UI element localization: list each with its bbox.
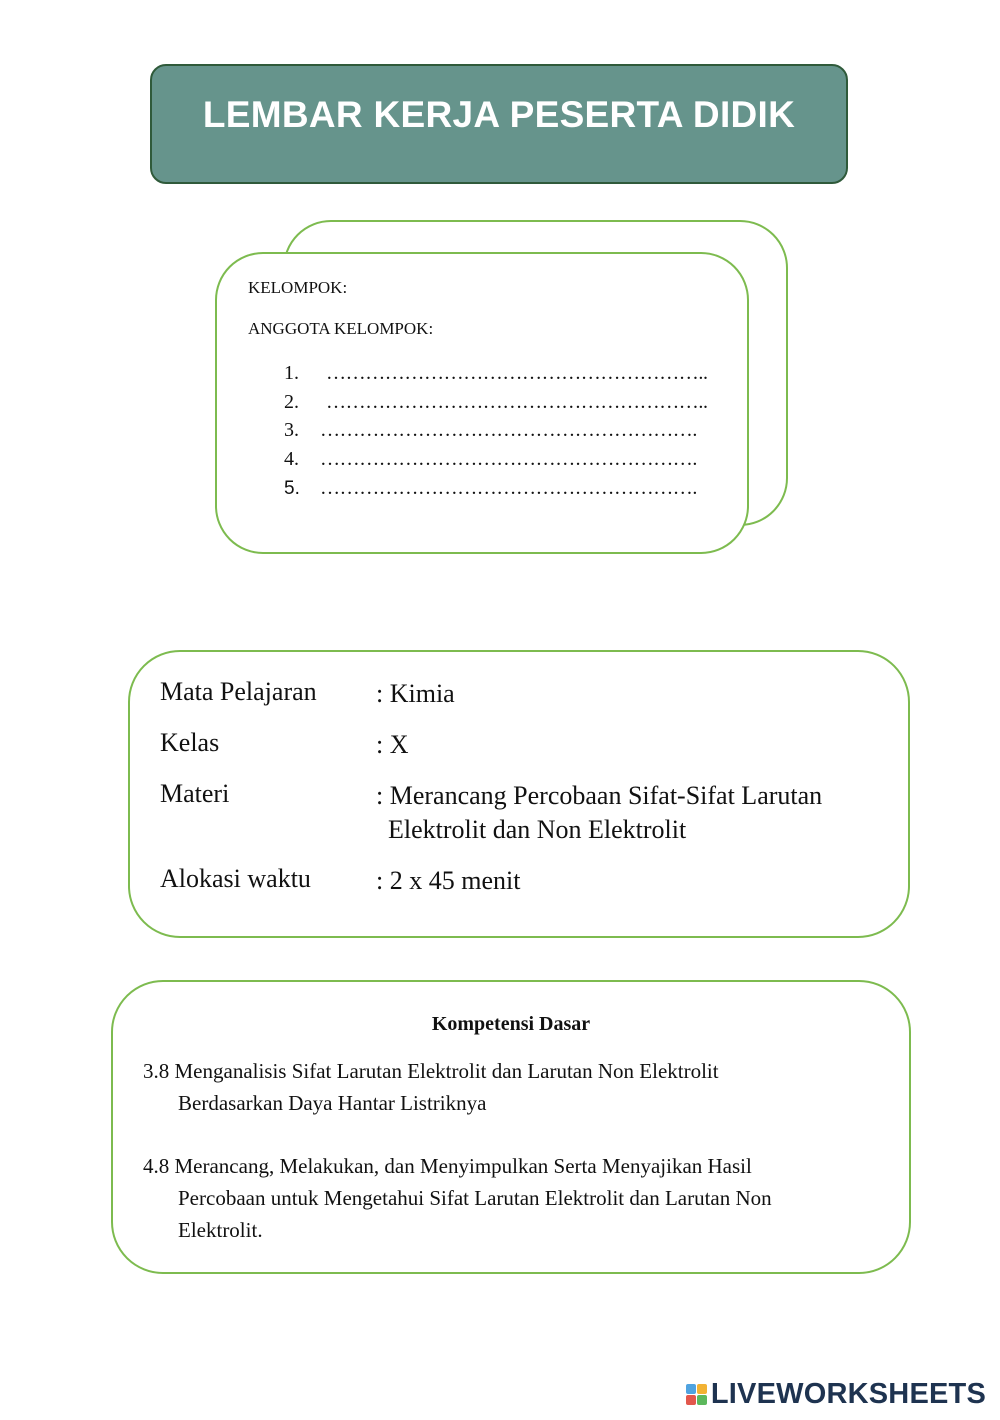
alokasi-label: Alokasi waktu xyxy=(160,864,311,893)
member-number: 1. xyxy=(284,362,299,384)
member-line-2[interactable] xyxy=(284,391,708,414)
anggota-label: ANGGOTA KELOMPOK: xyxy=(248,319,434,338)
kompetensi-card xyxy=(111,980,911,1274)
kd2-line1: 4.8 Merancang, Melakukan, dan Menyimpulkan Serta Menyajikan Hasil xyxy=(143,1154,752,1178)
member-number: 2. xyxy=(284,391,299,413)
member-line-5[interactable] xyxy=(284,477,697,500)
materi-value xyxy=(376,779,886,847)
group-card xyxy=(215,252,749,554)
member-blank[interactable]: …………………………………………………. xyxy=(320,477,698,499)
kelompok-label: KELOMPOK: xyxy=(248,278,348,297)
kelas-label: Kelas xyxy=(160,728,220,757)
materi-value-line1: : Merancang Percobaan Sifat-Sifat Larutan xyxy=(376,781,823,810)
kd2-line2: Percobaan untuk Mengetahui Sifat Larutan Elektrolit dan Larutan Non xyxy=(178,1186,772,1210)
member-blank[interactable]: ………………………………………………….. xyxy=(326,362,708,384)
kd2-line3: Elektrolit. xyxy=(178,1218,263,1242)
member-blank[interactable]: …………………………………………………. xyxy=(320,419,698,441)
member-number: 5. xyxy=(284,478,300,499)
member-blank[interactable]: ………………………………………………….. xyxy=(326,391,708,413)
mata-pelajaran-label: Mata Pelajaran xyxy=(160,677,317,706)
materi-value-line2: Elektrolit dan Non Elektrolit xyxy=(388,815,687,844)
mata-pelajaran-value: : Kimia xyxy=(376,679,455,708)
kd1-line1: 3.8 Menganalisis Sifat Larutan Elektrolit dan Larutan Non Elektrolit xyxy=(143,1059,719,1083)
member-number: 4. xyxy=(284,448,299,470)
member-line-1[interactable] xyxy=(284,362,708,385)
member-line-4[interactable] xyxy=(284,448,697,471)
kompetensi-title: Kompetensi Dasar xyxy=(431,1013,591,1035)
liveworksheets-logo-icon xyxy=(686,1384,707,1405)
kd1-line2: Berdasarkan Daya Hantar Listriknya xyxy=(178,1091,487,1115)
member-line-3[interactable] xyxy=(284,419,697,442)
kelas-value: : X xyxy=(376,730,409,759)
kd-item-4-8 xyxy=(143,1150,873,1246)
kd-item-3-8 xyxy=(143,1055,873,1119)
watermark-text: LIVEWORKSHEETS xyxy=(710,1378,986,1410)
title-banner xyxy=(150,64,848,184)
member-blank[interactable]: …………………………………………………. xyxy=(320,448,698,470)
subject-info-card xyxy=(128,650,910,938)
member-number: 3. xyxy=(284,419,299,441)
alokasi-value: : 2 x 45 menit xyxy=(376,866,521,895)
liveworksheets-watermark xyxy=(686,1378,986,1411)
materi-label: Materi xyxy=(160,779,230,808)
page-title: LEMBAR KERJA PESERTA DIDIK xyxy=(202,94,796,135)
